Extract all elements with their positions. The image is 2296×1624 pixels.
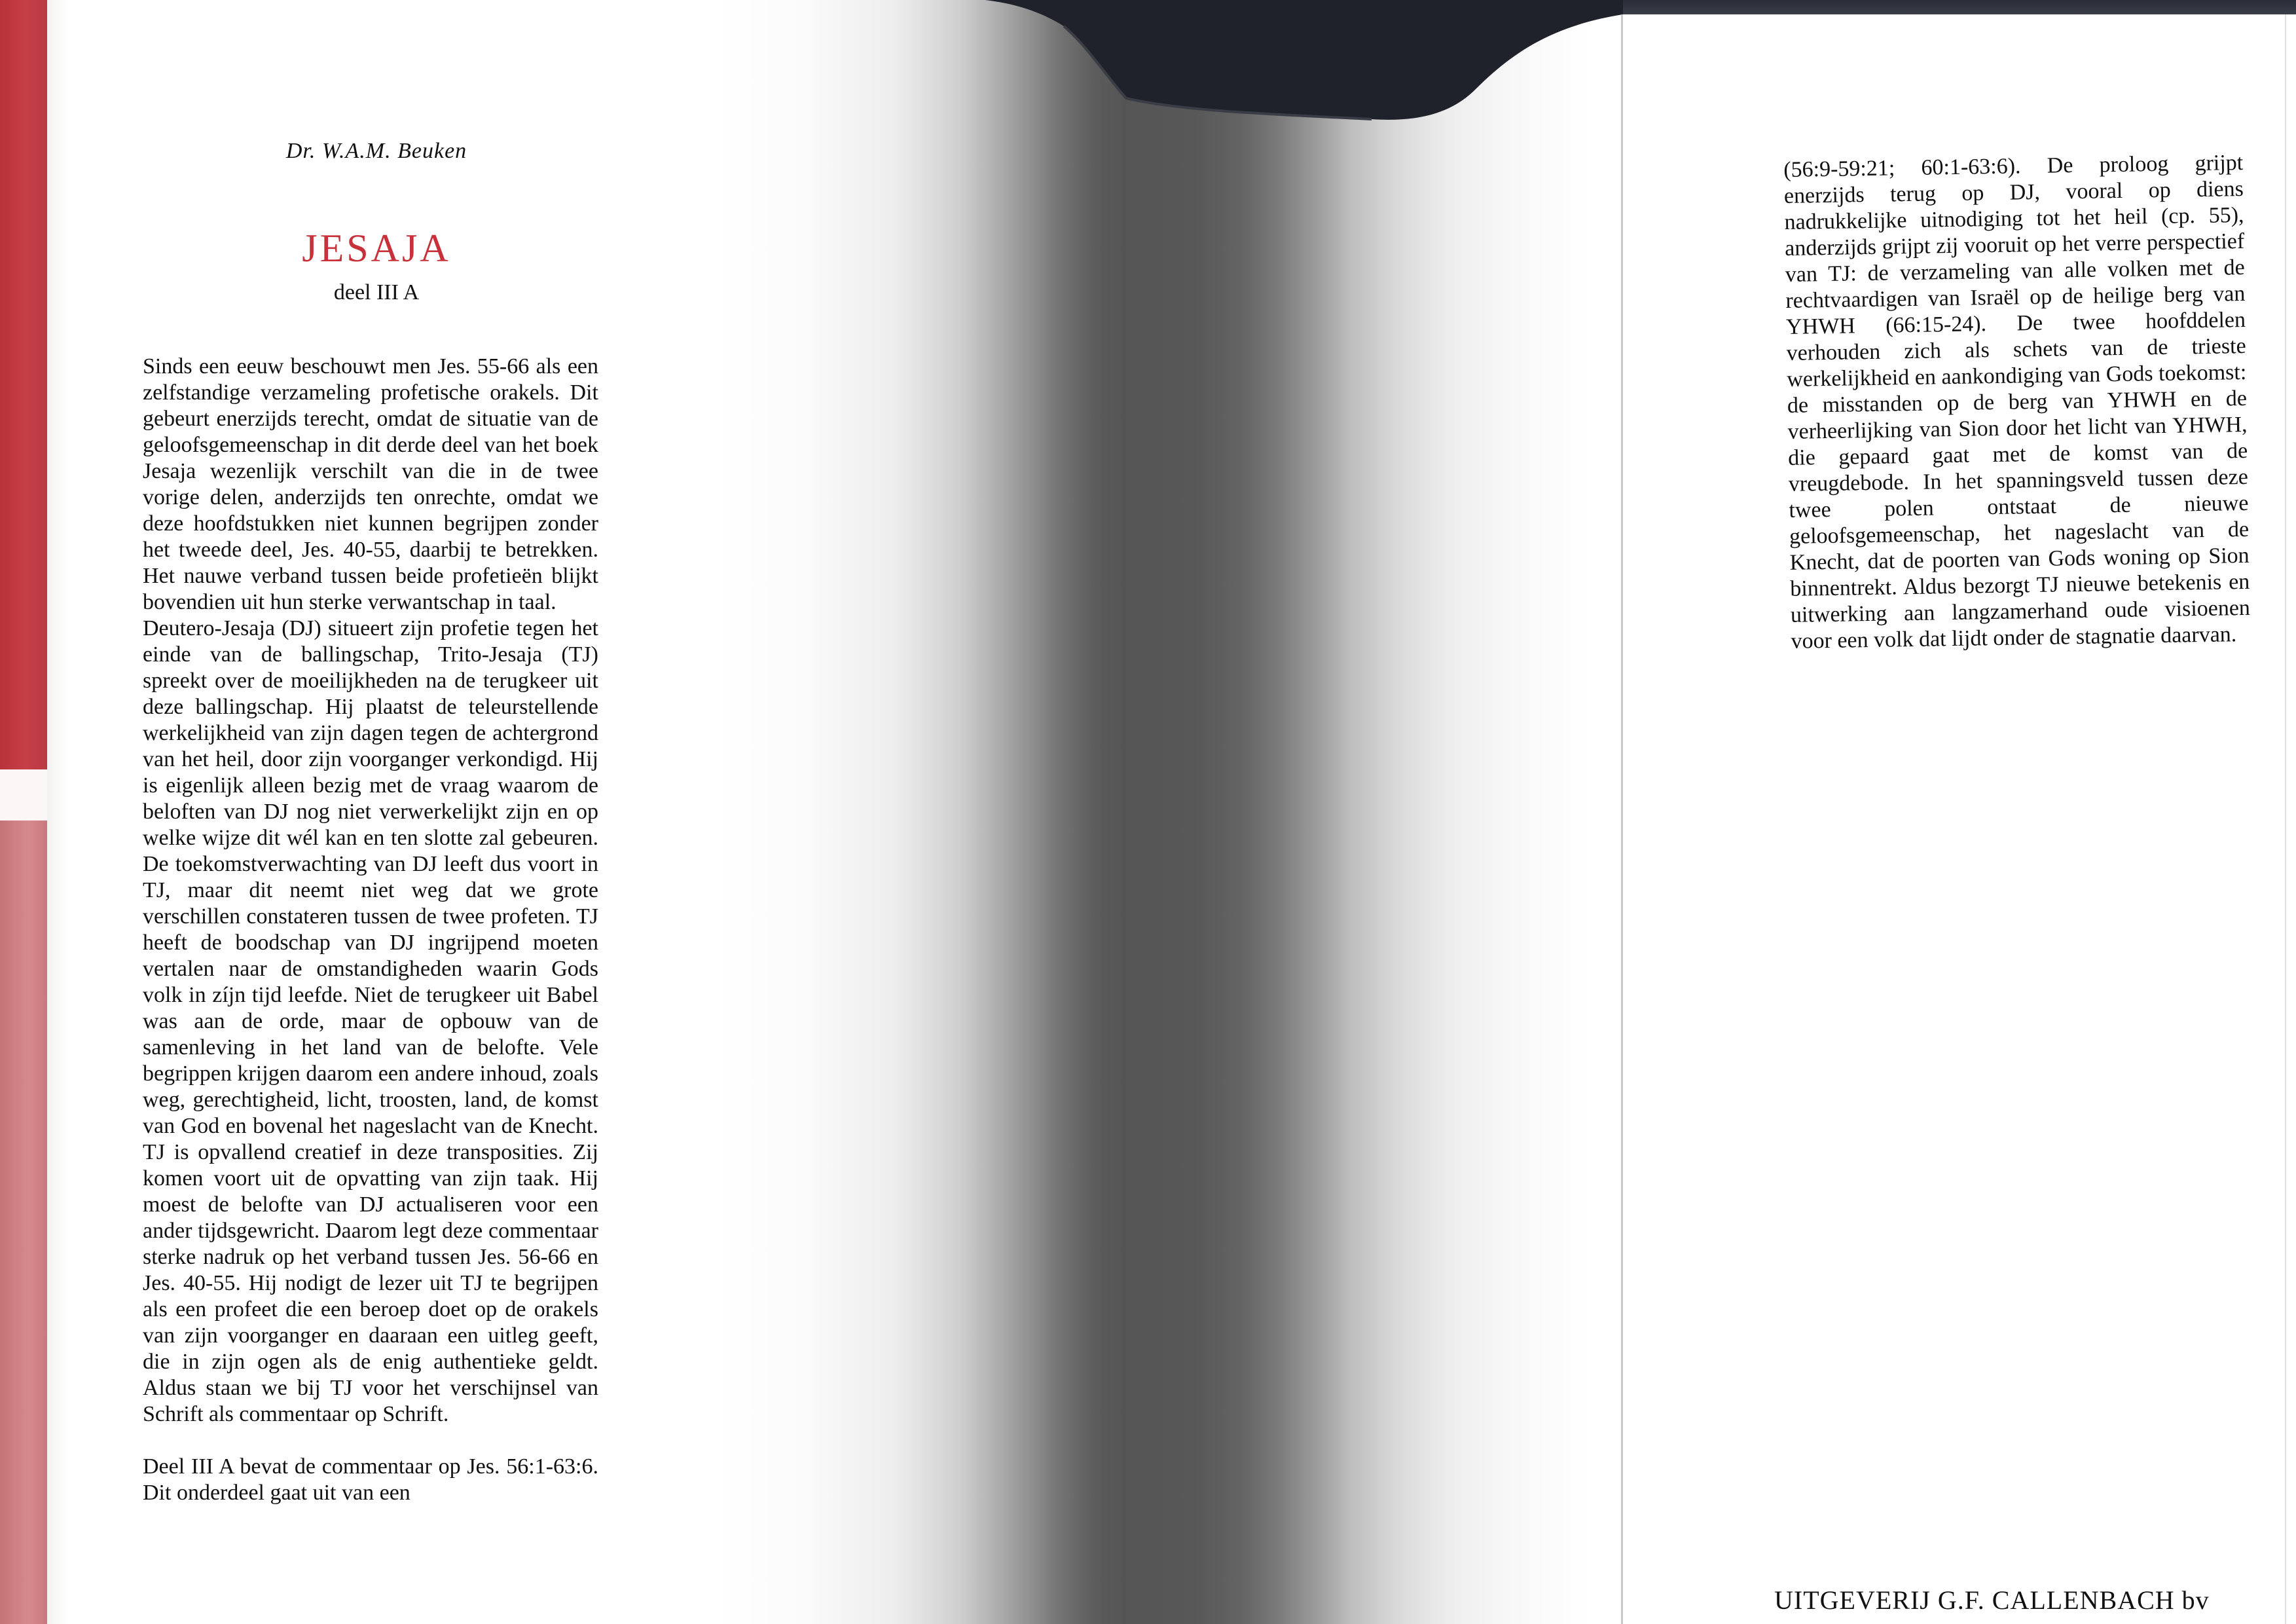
blurb-paragraph-2: Deutero-Jesaja (DJ) situeert zijn profetie tegen het einde van de ballingschap, Trito-Jesaja (TJ) spreekt over de moeilijkheden na de terugkeer uit deze ballingschap. Hij plaatst de teleurstellende werkelijkheid van zijn dagen tegen de achtergrond van het heil, door zijn voorganger verkondigd. Hij is eigenlijk alleen bezig met de vraag waarom de beloften van DJ nog niet verwerkelijkt zijn en op welke wijze dit wél kan en ten slotte zal gebeuren. De toekomstverwachting van DJ leeft dus voort in TJ, maar dit neemt niet weg dat we grote verschillen constateren tussen de twee profeten. TJ heeft de boodschap van DJ ingrijpend moeten vertalen naar de omstandigheden waarin Gods volk in zíjn tijd leefde. Niet de terugkeer uit Babel was aan de orde, maar de opbouw van de samenleving in het land van de belofte. Vele begrippen krijgen daarom een andere inhoud, zoals weg, gerechtigheid, licht, troosten, land, de komst van God en bovenal het nageslacht van de Knecht. TJ is opvallend creatief in deze transposities. Zij komen voort uit de opvatting van zijn taak. Hij moest de belofte van DJ actualiseren voor een ander tijdsgewricht. Daarom legt deze commentaar sterke nadruk op het verband tussen Jes. 56-66 en Jes. 40-55. Hij nodigt de lezer uit TJ te begrijpen als een profeet die een beroep doet op de orakels van zijn voorganger en daaraan een uitleg geeft, die in zijn ogen als de enig authentieke geldt. Aldus staan we bij TJ voor het verschijnsel van Schrift als commentaar op Schrift. [143, 616, 598, 1426]
cover-spine-red-band [0, 0, 47, 769]
blurb-paragraph-3: Deel III A bevat de commentaar op Jes. 56:1-63:6. Dit onderdeel gaat uit van een [143, 1454, 598, 1505]
blurb-paragraph-1: Sinds een eeuw beschouwt men Jes. 55-66 als een zelfstandige verzameling profetische orakels. Dit gebeurt enerzijds terecht, omdat de situatie van de geloofsgemeenschap in dit derde deel van het boek Jesaja wezenlijk verschilt van die in de twee vorige delen, anderzijds ten onrechte, omdat we deze hoofdstukken niet kunnen begrijpen zonder het tweede deel, Jes. 40-55, daarbij te betrekken. Het nauwe verband tussen beide profetieën blijkt bovendien uit hun sterke verwantschap in taal. [143, 354, 598, 614]
cover-spine-white-gap [0, 769, 47, 821]
right-flap-top-edge [1623, 0, 2296, 14]
author-name: Dr. W.A.M. Beuken [285, 139, 467, 163]
book-gutter-shadow [714, 0, 1624, 1624]
paragraph-spacer [143, 1428, 598, 1454]
cover-spine-pink-band [0, 821, 47, 1624]
left-flap-blurb [143, 354, 598, 1506]
right-flap-outer-edge [2285, 14, 2286, 1624]
blurb-continuation: (56:9-59:21; 60:1-63:6). De proloog grijpt enerzijds terug op DJ, vooral op diens nadrukkelijke uitnodiging tot het heil (cp. 55), anderzijds grijpt zij vooruit op het verre perspectief van TJ: de verzameling van alle volken met de rechtvaardigen van Israël op de heilige berg van YHWH (66:15-24). De twee hoofddelen verhouden zich als schets van de trieste werkelijkheid en aankondiging van Gods toekomst: de misstanden op de berg van YHWH en de verheerlijking van Sion door het licht van YHWH, die gepaard gaat met de komst van de vreugdebode. In het spanningsveld tussen deze twee polen ontstaat de nieuwe geloofsgemeenschap, het nageslacht van de Knecht, dat de poorten van Gods woning op Sion binnentrekt. Aldus bezorgt TJ nieuwe betekenis en uitwerking aan langzamerhand oude visioenen voor een volk dat lijdt onder de stagnatie daarvan. [1783, 150, 2251, 654]
right-flap-blurb [1783, 150, 2251, 655]
book-title: JESAJA [302, 227, 451, 270]
book-subtitle: deel III A [333, 280, 420, 304]
publisher-imprint: UITGEVERIJ G.F. CALLENBACH bv [1774, 1585, 2210, 1615]
